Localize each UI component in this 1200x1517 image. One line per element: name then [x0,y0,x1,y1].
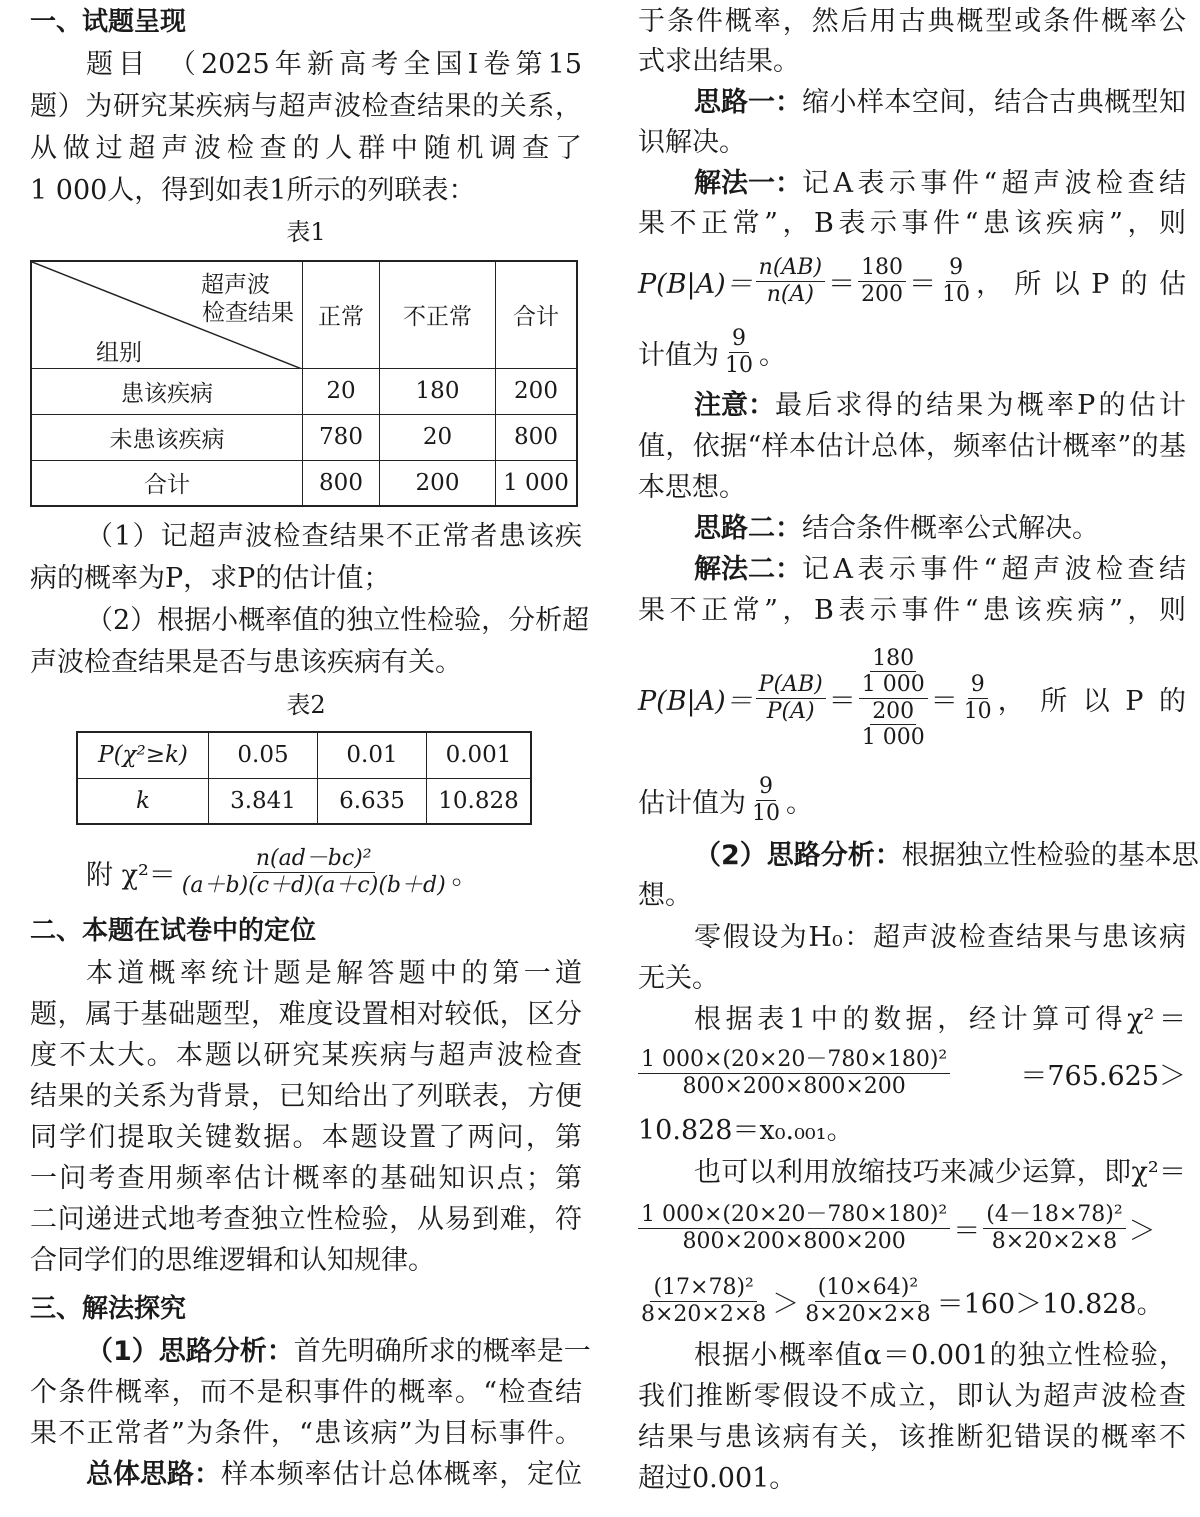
formula-denominator: 10 [725,352,753,378]
result-fraction [749,774,783,826]
method-1-text: 记A表示事件“超声波检查结 [802,168,1186,199]
overall-approach-label: 总体思路： [86,1459,221,1490]
equals-sign: ＝ [953,1215,981,1247]
note-line: 值，依据“样本估计总体，频率估计概率”的基 [638,431,1186,462]
equals-sign: ＝ [828,268,856,300]
analysis-line [30,1334,591,1370]
table-cell: 200 [496,368,578,414]
scaling-fraction [983,1202,1125,1254]
formula-tail: ，所以P的估 [976,268,1186,300]
table-cell: 20 [380,414,496,460]
formula-numerator: P(AB) [756,672,826,698]
table-cell: 0.001 [427,732,532,778]
scaling-fraction [638,1275,769,1327]
scaling-step-1 [638,1195,1186,1261]
calc-end: 10.828＝x₀.₀₀₁。 [638,1115,854,1146]
calc-result: ＝765.625＞ [1020,1060,1186,1092]
table-cell: 10.828 [427,778,532,824]
result-fraction [722,326,756,378]
question-1: 病的概率为P，求P的估计值； [30,563,391,594]
formula-denominator: 200 [861,281,904,307]
formula-denominator: 800×200×800×200 [682,1073,906,1099]
method-2-text: 记A表示事件“超声波检查结 [802,554,1186,585]
formula-fraction [961,672,995,724]
equals-sign: ＝ [930,685,958,717]
table-cell: 0.01 [318,732,427,778]
note-line [638,388,1186,424]
equals-sign: ＝ [909,268,937,300]
method-1-line: 果不正常”，B表示事件“患该疾病”，则 [638,208,1186,239]
inner-denominator: 1 000 [861,672,925,698]
chi-square-calc [638,1040,1186,1106]
conclusion-line: 根据小概率值α＝0.001的独立性检验， [694,1340,1186,1371]
compound-numerator [859,646,928,699]
method-2-label: 解法二： [694,554,802,585]
question-2: 声波检查结果是否与患该疾病有关。 [30,647,462,678]
compound-denominator [859,699,928,751]
paragraph-line: 合同学们的思维逻辑和认知规律。 [30,1245,435,1276]
contingency-table [30,260,578,507]
paragraph-line: 同学们提取关键数据。本题设置了两问，第 [30,1122,582,1153]
table-cell: 800 [496,414,578,460]
method-1-line [638,166,1186,202]
conclusion-line: 我们推断零假设不成立，即认为超声波检查 [638,1381,1186,1412]
paragraph-line: 度不太大。本题以研究某疾病与超声波检查 [30,1040,582,1071]
critical-value-table [76,731,532,825]
paragraph-line: 结果的关系为背景，已知给出了列联表，方便 [30,1081,582,1112]
result-tail: 。 [786,787,813,819]
formula-numerator: 9 [968,672,988,698]
method-2-line: 果不正常”，B表示事件“患该疾病”，则 [638,595,1186,626]
null-hypothesis-line: 无关。 [638,963,719,994]
formula-lhs: P(B|A)＝ [638,268,753,300]
result-text: 计值为 [638,339,719,371]
paragraph-line: 题，属于基础题型，难度设置相对较低，区分 [30,999,582,1030]
formula-suffix: 。 [451,859,479,891]
formula-lhs: P(B|A)＝ [638,685,753,717]
table-header: 正常 [303,261,380,368]
formula-numerator: 1 000×(20×20－780×180)² [638,1047,950,1073]
table1-caption: 表1 [286,218,326,246]
approach-1-line: 识解决。 [638,127,746,158]
row-label: 患该疾病 [31,368,303,414]
approach-2-text: 结合条件概率公式解决。 [802,513,1099,544]
paragraph-line: 于条件概率，然后用古典概型或条件概率公 [638,6,1186,37]
analysis-2-line [638,838,1199,874]
method-2-line [638,552,1186,588]
note-line: 本思想。 [638,472,746,503]
analysis-text: 首先明确所求的概率是一 [293,1336,591,1367]
problem-text-line: 从做过超声波检查的人群中随机调查了 [30,133,582,164]
row-label: 未患该疾病 [31,414,303,460]
formula-denominator: 8×20×2×8 [805,1301,931,1327]
formula-denominator: 10 [942,281,971,307]
compound-fraction [859,646,928,750]
formula-denominator: P(A) [766,698,815,724]
row-label: P(χ²≥k) [77,732,209,778]
formula-denominator: 10 [752,800,780,826]
formula-fraction [179,846,449,898]
table-row [31,414,577,460]
corner-label-bottom: 组别 [96,340,142,366]
table-cell: 6.635 [318,778,427,824]
table-row [77,778,531,824]
formula-fraction [939,255,973,307]
formula-fraction [756,672,826,724]
formula-fraction [858,255,906,307]
method-2-formula [638,638,1186,758]
table-cell: 20 [303,368,380,414]
table-header: 合计 [496,261,578,368]
paragraph-line: 式求出结果。 [638,46,800,77]
scaling-result: ＝160＞10.828。 [936,1288,1164,1320]
table2-caption: 表2 [286,691,326,719]
formula-numerator: 1 000×(20×20－780×180)² [638,1202,950,1228]
note-text: 最后求得的结果为概率P的估计 [775,390,1186,421]
formula-denominator: 8×20×2×8 [991,1228,1118,1254]
scaling-step-2 [638,1268,1186,1334]
table-cell: 780 [303,414,380,460]
inner-numerator: 180 [872,645,915,671]
approach-1-label: 思路一： [694,87,802,118]
formula-numerator: 9 [946,255,966,281]
result-text: 估计值为 [638,787,746,819]
formula-numerator: (17×78)² [650,1275,756,1301]
analysis-2-label: （2）思路分析： [694,840,902,871]
scaling-intro: 也可以利用放缩技巧来减少运算，即χ²＝ [694,1157,1186,1188]
method-1-label: 解法一： [694,168,802,199]
table-cell: 1 000 [496,460,578,506]
formula-numerator: (4－18×78)² [983,1202,1125,1228]
greater-than-sign: ＞ [1128,1215,1156,1247]
table-corner-cell [31,261,303,368]
formula-numerator: 9 [756,774,776,800]
corner-label-top: 超声波 [201,272,270,298]
result-tail: 。 [759,339,786,371]
formula-numerator: n(ad－bc)² [253,846,375,872]
inner-denominator: 1 000 [861,724,925,750]
equals-sign: ＝ [828,685,856,717]
note-label: 注意： [694,390,775,421]
row-label: k [77,778,209,824]
analysis-line: 个条件概率，而不是积事件的概率。“检查结 [30,1377,582,1408]
table-cell: 3.841 [209,778,318,824]
formula-numerator: (10×64)² [815,1275,921,1301]
formula-denominator: 8×20×2×8 [641,1301,767,1327]
null-hypothesis-line: 零假设为H₀：超声波检查结果与患该病 [694,922,1186,953]
method-1-formula [638,248,1186,314]
inner-numerator: 200 [872,698,915,724]
section-heading-3: 三、解法探究 [30,1294,187,1324]
calc-fraction [638,1047,950,1099]
table-cell: 0.05 [209,732,318,778]
formula-denominator: n(A) [766,281,814,307]
overall-approach-line [30,1457,582,1493]
method-1-result [638,322,1186,382]
analysis-2-text: 根据独立性检验的基本思 [901,840,1199,871]
paragraph-line: 本道概率统计题是解答题中的第一道 [86,958,582,989]
paragraph-line: 二问递进式地考查独立性检验，从易到难，符 [30,1204,582,1235]
approach-2-line [638,511,1186,547]
section-heading-1: 一、试题呈现 [30,7,187,37]
question-2: （2）根据小概率值的独立性检验，分析超 [86,605,590,636]
formula-numerator: n(AB) [756,255,825,281]
formula-numerator: 180 [858,255,906,281]
formula-fraction [756,255,825,307]
conclusion-line: 超过0.001。 [638,1463,797,1494]
paragraph-line: 一问考查用频率估计概率的基础知识点；第 [30,1163,582,1194]
analysis-line: 果不正常者”为条件，“患该病”为目标事件。 [30,1418,582,1449]
table-row [31,460,577,506]
table-cell: 200 [380,460,496,506]
corner-label-mid: 检查结果 [202,300,294,326]
approach-1-line [638,85,1186,121]
approach-1-text: 缩小样本空间，结合古典概型知 [802,87,1186,118]
scaling-fraction [638,1202,950,1254]
table-header: 不正常 [380,261,496,368]
analysis-2-line: 想。 [638,880,692,911]
table-cell: 800 [303,460,380,506]
table-row [31,368,577,414]
approach-2-label: 思路二： [694,513,802,544]
analysis-label: （1）思路分析： [86,1336,294,1367]
table-row [77,732,531,778]
problem-text-line: 题）为研究某疾病与超声波检查结果的关系， [30,91,582,122]
calc-intro: 根据表1中的数据，经计算可得χ²＝ [694,1004,1186,1035]
overall-approach-text: 样本频率估计总体概率，定位 [221,1459,582,1490]
problem-text-line: 题目 （2025年新高考全国Ⅰ卷第15 [86,49,582,80]
formula-denominator: (a＋b)(c＋d)(a＋c)(b＋d) [181,872,446,898]
formula-denominator: 10 [963,698,992,724]
question-1: （1）记超声波检查结果不正常者患该疾 [86,521,582,552]
formula-denominator: 800×200×800×200 [682,1228,906,1254]
method-2-result [638,770,1186,830]
chi-square-formula [86,842,582,902]
scaling-fraction [802,1275,933,1327]
formula-numerator: 9 [729,326,749,352]
table-cell: 180 [380,368,496,414]
problem-text-line: 1 000人，得到如表1所示的列联表： [30,175,476,206]
formula-prefix: 附 χ²＝ [86,859,176,891]
section-heading-2: 二、本题在试卷中的定位 [30,916,317,946]
greater-than-sign: ＞ [772,1288,800,1320]
conclusion-line: 结果与患该病有关，该推断犯错误的概率不 [638,1422,1186,1453]
row-label: 合计 [31,460,303,506]
formula-tail: ，所以P的 [997,685,1186,717]
